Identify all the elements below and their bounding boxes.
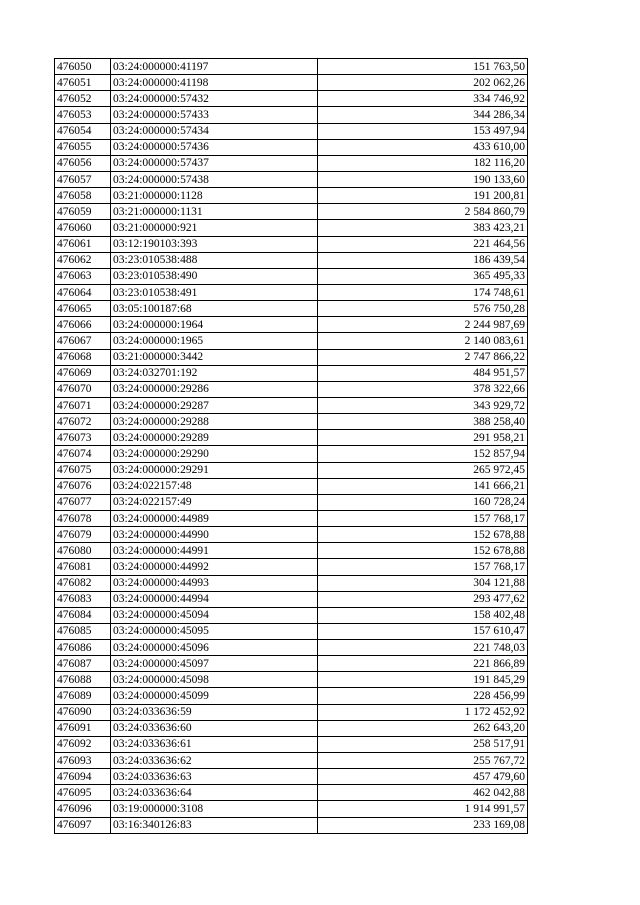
cadastral-value-cell: 2 584 860,79 xyxy=(318,204,528,220)
table-row xyxy=(55,220,528,236)
table-row xyxy=(55,672,528,688)
cadastral-number-cell: 03:19:000000:3108 xyxy=(111,801,318,817)
row-number-cell: 476065 xyxy=(55,301,111,317)
cadastral-value-cell: 157 768,17 xyxy=(318,559,528,575)
cadastral-number-cell: 03:24:000000:45095 xyxy=(111,623,318,639)
cadastral-number-cell: 03:05:100187:68 xyxy=(111,301,318,317)
row-number-cell: 476067 xyxy=(55,333,111,349)
cadastral-value-cell: 383 423,21 xyxy=(318,220,528,236)
cadastral-value-cell: 158 402,48 xyxy=(318,607,528,623)
table-row xyxy=(55,817,528,833)
table-row xyxy=(55,75,528,91)
cadastral-value-cell: 152 857,94 xyxy=(318,446,528,462)
cadastral-number-cell: 03:23:010538:490 xyxy=(111,268,318,284)
table-row xyxy=(55,91,528,107)
cadastral-value-cell: 304 121,88 xyxy=(318,575,528,591)
cadastral-value-cell: 190 133,60 xyxy=(318,171,528,187)
cadastral-value-cell: 153 497,94 xyxy=(318,123,528,139)
cadastral-value-cell: 576 750,28 xyxy=(318,301,528,317)
cadastral-number-cell: 03:24:000000:44994 xyxy=(111,591,318,607)
row-number-cell: 476055 xyxy=(55,139,111,155)
row-number-cell: 476075 xyxy=(55,462,111,478)
cadastral-value-cell: 262 643,20 xyxy=(318,720,528,736)
document-page xyxy=(54,58,528,834)
table-row xyxy=(55,317,528,333)
cadastral-value-cell: 228 456,99 xyxy=(318,688,528,704)
cadastral-value-cell: 157 610,47 xyxy=(318,623,528,639)
cadastral-number-cell: 03:24:000000:44993 xyxy=(111,575,318,591)
table-row xyxy=(55,543,528,559)
cadastral-number-cell: 03:24:000000:29291 xyxy=(111,462,318,478)
table-row xyxy=(55,268,528,284)
row-number-cell: 476091 xyxy=(55,720,111,736)
table-row xyxy=(55,155,528,171)
table-row xyxy=(55,736,528,752)
table-body xyxy=(55,59,528,834)
table-row xyxy=(55,640,528,656)
cadastral-value-cell: 2 140 083,61 xyxy=(318,333,528,349)
cadastral-value-cell: 1 172 452,92 xyxy=(318,704,528,720)
row-number-cell: 476085 xyxy=(55,623,111,639)
row-number-cell: 476094 xyxy=(55,769,111,785)
cadastral-value-cell: 157 768,17 xyxy=(318,510,528,526)
table-row xyxy=(55,785,528,801)
table-row xyxy=(55,236,528,252)
row-number-cell: 476092 xyxy=(55,736,111,752)
row-number-cell: 476064 xyxy=(55,284,111,300)
table-row xyxy=(55,333,528,349)
table-row xyxy=(55,107,528,123)
table-row xyxy=(55,688,528,704)
cadastral-number-cell: 03:24:033636:63 xyxy=(111,769,318,785)
row-number-cell: 476068 xyxy=(55,349,111,365)
row-number-cell: 476062 xyxy=(55,252,111,268)
cadastral-value-cell: 484 951,57 xyxy=(318,365,528,381)
row-number-cell: 476093 xyxy=(55,753,111,769)
cadastral-value-cell: 152 678,88 xyxy=(318,543,528,559)
cadastral-number-cell: 03:24:000000:29290 xyxy=(111,446,318,462)
cadastral-value-cell: 160 728,24 xyxy=(318,494,528,510)
table-row xyxy=(55,656,528,672)
row-number-cell: 476081 xyxy=(55,559,111,575)
row-number-cell: 476083 xyxy=(55,591,111,607)
cadastral-number-cell: 03:24:000000:45096 xyxy=(111,640,318,656)
cadastral-number-cell: 03:24:000000:57432 xyxy=(111,91,318,107)
row-number-cell: 476089 xyxy=(55,688,111,704)
cadastral-value-cell: 255 767,72 xyxy=(318,753,528,769)
table-row xyxy=(55,494,528,510)
cadastral-value-cell: 174 748,61 xyxy=(318,284,528,300)
cadastral-value-cell: 186 439,54 xyxy=(318,252,528,268)
row-number-cell: 476061 xyxy=(55,236,111,252)
cadastral-value-cell: 221 866,89 xyxy=(318,656,528,672)
cadastral-value-cell: 202 062,26 xyxy=(318,75,528,91)
cadastral-number-cell: 03:24:022157:49 xyxy=(111,494,318,510)
cadastral-value-cell: 462 042,88 xyxy=(318,785,528,801)
row-number-cell: 476066 xyxy=(55,317,111,333)
row-number-cell: 476088 xyxy=(55,672,111,688)
row-number-cell: 476054 xyxy=(55,123,111,139)
table-row xyxy=(55,462,528,478)
row-number-cell: 476077 xyxy=(55,494,111,510)
row-number-cell: 476059 xyxy=(55,204,111,220)
cadastral-number-cell: 03:12:190103:393 xyxy=(111,236,318,252)
cadastral-number-cell: 03:24:000000:41198 xyxy=(111,75,318,91)
table-row xyxy=(55,591,528,607)
table-row xyxy=(55,59,528,75)
cadastral-value-cell: 293 477,62 xyxy=(318,591,528,607)
cadastral-number-cell: 03:24:000000:45099 xyxy=(111,688,318,704)
cadastral-value-cell: 182 116,20 xyxy=(318,155,528,171)
table-row xyxy=(55,801,528,817)
cadastral-number-cell: 03:24:000000:29286 xyxy=(111,381,318,397)
row-number-cell: 476069 xyxy=(55,365,111,381)
row-number-cell: 476076 xyxy=(55,478,111,494)
table-row xyxy=(55,478,528,494)
table-row xyxy=(55,753,528,769)
row-number-cell: 476070 xyxy=(55,381,111,397)
cadastral-number-cell: 03:24:000000:1964 xyxy=(111,317,318,333)
row-number-cell: 476056 xyxy=(55,155,111,171)
table-row xyxy=(55,607,528,623)
table-row xyxy=(55,349,528,365)
row-number-cell: 476050 xyxy=(55,59,111,75)
cadastral-value-cell: 365 495,33 xyxy=(318,268,528,284)
cadastral-number-cell: 03:24:033636:64 xyxy=(111,785,318,801)
table-row xyxy=(55,397,528,413)
table-row xyxy=(55,204,528,220)
table-row xyxy=(55,623,528,639)
table-row xyxy=(55,510,528,526)
row-number-cell: 476095 xyxy=(55,785,111,801)
row-number-cell: 476080 xyxy=(55,543,111,559)
row-number-cell: 476051 xyxy=(55,75,111,91)
cadastral-value-cell: 151 763,50 xyxy=(318,59,528,75)
row-number-cell: 476078 xyxy=(55,510,111,526)
table-row xyxy=(55,284,528,300)
cadastral-value-cell: 334 746,92 xyxy=(318,91,528,107)
row-number-cell: 476058 xyxy=(55,188,111,204)
row-number-cell: 476079 xyxy=(55,527,111,543)
table-row xyxy=(55,704,528,720)
table-row xyxy=(55,559,528,575)
row-number-cell: 476053 xyxy=(55,107,111,123)
cadastral-number-cell: 03:24:033636:62 xyxy=(111,753,318,769)
cadastral-number-cell: 03:24:032701:192 xyxy=(111,365,318,381)
row-number-cell: 476074 xyxy=(55,446,111,462)
cadastral-value-cell: 433 610,00 xyxy=(318,139,528,155)
cadastral-number-cell: 03:24:000000:45098 xyxy=(111,672,318,688)
cadastral-number-cell: 03:24:000000:1965 xyxy=(111,333,318,349)
cadastral-number-cell: 03:24:000000:57433 xyxy=(111,107,318,123)
cadastral-value-cell: 2 747 866,22 xyxy=(318,349,528,365)
cadastral-value-cell: 141 666,21 xyxy=(318,478,528,494)
row-number-cell: 476090 xyxy=(55,704,111,720)
cadastral-number-cell: 03:24:000000:29287 xyxy=(111,397,318,413)
row-number-cell: 476082 xyxy=(55,575,111,591)
cadastral-number-cell: 03:24:000000:29288 xyxy=(111,414,318,430)
cadastral-number-cell: 03:24:000000:44992 xyxy=(111,559,318,575)
row-number-cell: 476060 xyxy=(55,220,111,236)
cadastral-value-cell: 233 169,08 xyxy=(318,817,528,833)
table-row xyxy=(55,414,528,430)
cadastral-number-cell: 03:21:000000:921 xyxy=(111,220,318,236)
cadastral-value-cell: 221 464,56 xyxy=(318,236,528,252)
row-number-cell: 476086 xyxy=(55,640,111,656)
row-number-cell: 476097 xyxy=(55,817,111,833)
cadastral-number-cell: 03:24:000000:45097 xyxy=(111,656,318,672)
table-row xyxy=(55,301,528,317)
cadastral-number-cell: 03:16:340126:83 xyxy=(111,817,318,833)
cadastral-number-cell: 03:24:000000:29289 xyxy=(111,430,318,446)
table-row xyxy=(55,381,528,397)
cadastral-value-cell: 191 200,81 xyxy=(318,188,528,204)
row-number-cell: 476057 xyxy=(55,171,111,187)
cadastral-number-cell: 03:23:010538:491 xyxy=(111,284,318,300)
cadastral-value-cell: 344 286,34 xyxy=(318,107,528,123)
row-number-cell: 476084 xyxy=(55,607,111,623)
table-row xyxy=(55,252,528,268)
row-number-cell: 476073 xyxy=(55,430,111,446)
cadastral-number-cell: 03:24:000000:44991 xyxy=(111,543,318,559)
table-row xyxy=(55,123,528,139)
cadastral-value-cell: 221 748,03 xyxy=(318,640,528,656)
cadastral-number-cell: 03:24:000000:57438 xyxy=(111,171,318,187)
cadastral-number-cell: 03:21:000000:1128 xyxy=(111,188,318,204)
cadastral-value-cell: 2 244 987,69 xyxy=(318,317,528,333)
cadastral-number-cell: 03:24:000000:57437 xyxy=(111,155,318,171)
table-row xyxy=(55,527,528,543)
cadastral-value-cell: 152 678,88 xyxy=(318,527,528,543)
cadastral-number-cell: 03:24:000000:44990 xyxy=(111,527,318,543)
cadastral-value-table xyxy=(54,58,528,834)
table-row xyxy=(55,365,528,381)
cadastral-number-cell: 03:24:033636:60 xyxy=(111,720,318,736)
cadastral-number-cell: 03:24:033636:59 xyxy=(111,704,318,720)
cadastral-number-cell: 03:21:000000:3442 xyxy=(111,349,318,365)
cadastral-number-cell: 03:24:000000:44989 xyxy=(111,510,318,526)
table-row xyxy=(55,769,528,785)
cadastral-value-cell: 258 517,91 xyxy=(318,736,528,752)
cadastral-value-cell: 265 972,45 xyxy=(318,462,528,478)
cadastral-number-cell: 03:24:000000:57434 xyxy=(111,123,318,139)
cadastral-value-cell: 378 322,66 xyxy=(318,381,528,397)
cadastral-value-cell: 388 258,40 xyxy=(318,414,528,430)
cadastral-value-cell: 457 479,60 xyxy=(318,769,528,785)
cadastral-number-cell: 03:24:000000:41197 xyxy=(111,59,318,75)
cadastral-number-cell: 03:24:000000:45094 xyxy=(111,607,318,623)
cadastral-value-cell: 191 845,29 xyxy=(318,672,528,688)
cadastral-number-cell: 03:24:022157:48 xyxy=(111,478,318,494)
row-number-cell: 476072 xyxy=(55,414,111,430)
table-row xyxy=(55,430,528,446)
table-row xyxy=(55,171,528,187)
cadastral-number-cell: 03:23:010538:488 xyxy=(111,252,318,268)
table-row xyxy=(55,720,528,736)
table-row xyxy=(55,139,528,155)
row-number-cell: 476087 xyxy=(55,656,111,672)
table-row xyxy=(55,188,528,204)
row-number-cell: 476071 xyxy=(55,397,111,413)
cadastral-number-cell: 03:24:000000:57436 xyxy=(111,139,318,155)
row-number-cell: 476052 xyxy=(55,91,111,107)
table-row xyxy=(55,575,528,591)
cadastral-number-cell: 03:21:000000:1131 xyxy=(111,204,318,220)
cadastral-value-cell: 291 958,21 xyxy=(318,430,528,446)
cadastral-number-cell: 03:24:033636:61 xyxy=(111,736,318,752)
cadastral-value-cell: 343 929,72 xyxy=(318,397,528,413)
row-number-cell: 476096 xyxy=(55,801,111,817)
row-number-cell: 476063 xyxy=(55,268,111,284)
table-row xyxy=(55,446,528,462)
cadastral-value-cell: 1 914 991,57 xyxy=(318,801,528,817)
